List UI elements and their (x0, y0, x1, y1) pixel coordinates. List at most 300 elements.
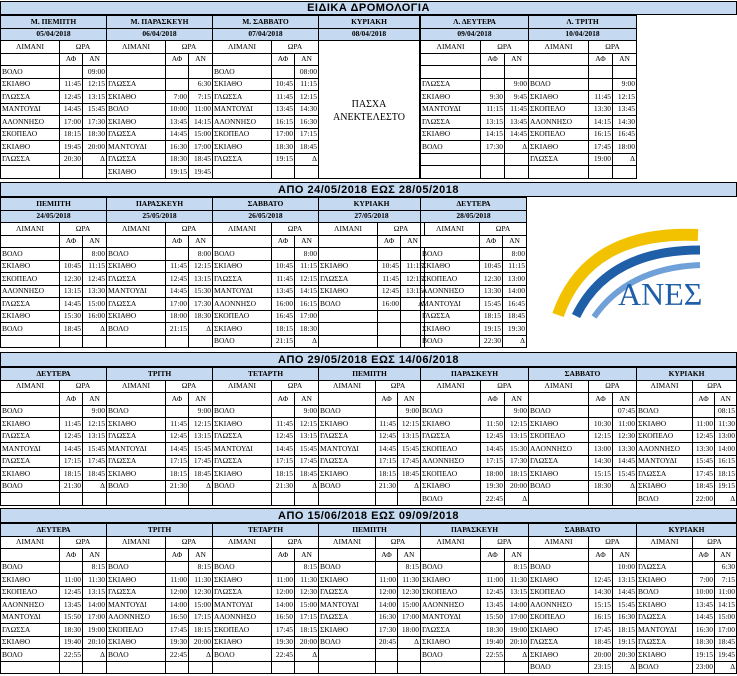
port-cell: ΣΚΙΑΘΟ (1, 636, 60, 649)
dep-time-cell: 10:00 (693, 586, 715, 599)
day-date: 10/04/2018 (529, 28, 637, 41)
day-table (420, 197, 527, 348)
arr-time-cell: 16:00 (83, 310, 107, 323)
table-row (1, 443, 107, 456)
table-row (1, 310, 107, 323)
arr-time-cell: 15:45 (398, 443, 421, 456)
day-table (212, 197, 319, 348)
arr-time-cell (83, 335, 107, 348)
date-row (213, 210, 319, 223)
port-cell: ΓΛΩΣΣΑ (1, 430, 60, 443)
dep-header: ΑΦ (589, 53, 613, 66)
date-row (529, 28, 637, 41)
arr-time-cell: 11:15 (401, 260, 425, 273)
port-cell: ΒΟΛΟ (213, 649, 272, 662)
arr-time-cell: Δ (505, 141, 529, 154)
port-cell: ΒΟΛΟ (213, 335, 272, 348)
dep-time-cell (481, 561, 505, 574)
port-cell: ΒΟΛΟ (421, 335, 480, 348)
dep-time-cell: 18:15 (166, 468, 189, 481)
port-cell: ΣΚΙΑΘΟ (213, 574, 272, 587)
port-cell: ΣΚΙΑΘΟ (421, 260, 480, 273)
time-header: ΩΡΑ (480, 223, 527, 236)
port-cell: ΑΛΟΝΝΗΣΟ (421, 455, 481, 468)
port-cell (107, 661, 166, 674)
table-row (421, 91, 529, 104)
arr-time-cell: 20:00 (505, 480, 529, 493)
dep-time-cell: 16:00 (272, 298, 295, 311)
arr-time-cell: 6:30 (189, 78, 213, 91)
day-header-row (1, 524, 107, 537)
dep-time-cell: 12:45 (589, 574, 613, 587)
table-row (421, 443, 529, 456)
port-cell: ΣΚΙΑΘΟ (1, 468, 60, 481)
port-cell (107, 493, 166, 506)
table-row (213, 103, 319, 116)
port-cell: ΣΚΙΑΘΟ (637, 480, 693, 493)
port-cell: ΣΚΙΑΘΟ (107, 636, 166, 649)
table-row (1, 166, 107, 179)
date-row (319, 210, 425, 223)
dep-header: ΑΦ (589, 549, 613, 562)
table-row (319, 480, 421, 493)
arr-time-cell: 9:00 (398, 405, 421, 418)
arr-time-cell: 8:15 (398, 561, 421, 574)
day-name: Μ. ΠΑΡΑΣΚΕΥΗ (107, 16, 213, 29)
column-header-row (213, 536, 319, 549)
day-table (106, 197, 213, 348)
port-cell: ΣΚΙΑΘΟ (213, 260, 272, 273)
port-cell (421, 166, 481, 179)
arr-time-cell: 12:15 (295, 91, 319, 104)
port-cell: ΓΛΩΣΣΑ (213, 455, 272, 468)
table-row (421, 480, 529, 493)
arr-time-cell: 15:00 (295, 599, 319, 612)
dep-time-cell: 12:15 (589, 430, 613, 443)
arr-time-cell: 17:00 (83, 611, 107, 624)
dep-time-cell: 13:45 (272, 285, 295, 298)
dep-header: ΑΦ (166, 549, 189, 562)
table-row (421, 66, 529, 79)
day-date: 05/04/2018 (1, 28, 107, 41)
dep-header: ΑΦ (272, 549, 295, 562)
port-cell: ΓΛΩΣΣΑ (107, 586, 166, 599)
arr-time-cell: 13:15 (505, 586, 529, 599)
table-row (637, 561, 737, 574)
arr-time-cell: 8:15 (189, 561, 213, 574)
table-row (421, 128, 529, 141)
port-cell: ΣΚΙΑΘΟ (1, 310, 60, 323)
blank-cell (1, 549, 60, 562)
arr-time-cell: 18:45 (503, 310, 527, 323)
port-cell: ΒΟΛΟ (107, 561, 166, 574)
subheader-row (529, 549, 637, 562)
dep-time-cell (272, 405, 295, 418)
arr-time-cell: 18:45 (715, 636, 737, 649)
table-row (529, 624, 637, 637)
table-row (213, 310, 319, 323)
arr-time-cell: 13:45 (613, 103, 637, 116)
arr-time-cell: 10:00 (613, 561, 637, 574)
dep-time-cell (166, 661, 189, 674)
table-row (421, 624, 529, 637)
port-header: ΛΙΜΑΝΙ (319, 380, 376, 393)
table-row (319, 468, 421, 481)
arr-time-cell: 12:30 (295, 586, 319, 599)
arr-time-cell: 13:30 (613, 443, 637, 456)
arr-time-cell: 9:00 (189, 405, 213, 418)
port-cell: ΓΛΩΣΣΑ (107, 128, 166, 141)
day-table (420, 15, 529, 179)
arr-time-cell: 14:45 (613, 455, 637, 468)
arr-time-cell (505, 166, 529, 179)
table-row (107, 455, 213, 468)
dep-time-cell: 19:30 (481, 480, 505, 493)
day-table (0, 367, 107, 506)
port-cell (319, 661, 376, 674)
table-row (529, 103, 637, 116)
day-date: 28/05/2018 (421, 210, 527, 223)
port-cell: ΜΑΝΤΟΥΔΙ (213, 443, 272, 456)
port-cell (421, 661, 481, 674)
dep-time-cell: 18:15 (480, 310, 503, 323)
arr-time-cell: 13:15 (401, 285, 425, 298)
table-row (107, 468, 213, 481)
port-cell: ΑΛΟΝΝΗΣΟ (213, 298, 272, 311)
arr-time-cell: 14:30 (295, 103, 319, 116)
arr-header: ΑΝ (83, 235, 107, 248)
date-row (1, 28, 107, 41)
time-header: ΩΡΑ (60, 223, 107, 236)
table-row (1, 323, 107, 336)
arr-header: ΑΝ (83, 549, 107, 562)
arr-time-cell (295, 166, 319, 179)
table-row (213, 285, 319, 298)
table-row (421, 141, 529, 154)
day-table (212, 367, 319, 506)
arr-time-cell: 15:00 (83, 298, 107, 311)
dep-time-cell: 12:45 (60, 91, 83, 104)
port-cell: ΣΚΟΠΕΛΟ (529, 586, 589, 599)
table-row (637, 586, 737, 599)
table-row (213, 141, 319, 154)
dep-time-cell: 19:15 (693, 649, 715, 662)
arr-time-cell: 12:45 (83, 273, 107, 286)
port-header: ΛΙΜΑΝΙ (529, 536, 589, 549)
dep-time-cell (60, 405, 83, 418)
dep-time-cell (378, 310, 401, 323)
table-row (107, 335, 213, 348)
arr-time-cell: 11:30 (189, 574, 213, 587)
dep-time-cell: 13:30 (589, 103, 613, 116)
dep-time-cell (60, 335, 83, 348)
dep-time-cell: 16:50 (166, 611, 189, 624)
dep-time-cell: 21:30 (60, 480, 83, 493)
arr-time-cell: 17:00 (505, 611, 529, 624)
dep-time-cell: 7:00 (166, 91, 189, 104)
port-cell: ΒΟΛΟ (637, 586, 693, 599)
table-row (529, 166, 637, 179)
arr-time-cell: 20:00 (83, 141, 107, 154)
column-header-row (319, 380, 421, 393)
port-cell: ΒΟΛΟ (319, 298, 378, 311)
dep-time-cell (481, 405, 505, 418)
port-cell: ΣΚΟΠΕΛΟ (529, 128, 589, 141)
subheader-row (107, 549, 213, 562)
blank-cell (1, 393, 60, 406)
title-period3: ΑΠΟ 15/06/2018 ΕΩΣ 09/09/2018 (0, 508, 737, 523)
arr-time-cell: 18:15 (505, 468, 529, 481)
port-cell: ΣΚΙΑΘΟ (107, 418, 166, 431)
column-header-row (213, 41, 319, 54)
port-cell: ΒΟΛΟ (319, 405, 376, 418)
arr-header: ΑΝ (189, 549, 213, 562)
port-cell: ΣΚΙΑΘΟ (421, 323, 480, 336)
arr-header: ΑΝ (398, 393, 421, 406)
dep-time-cell: 19:00 (589, 153, 613, 166)
dep-time-cell (166, 78, 189, 91)
day-name: ΣΑΒΒΑΤΟ (529, 368, 637, 381)
table-row (319, 649, 421, 662)
arr-time-cell: 15:00 (715, 611, 737, 624)
dep-time-cell: 11:45 (166, 260, 189, 273)
table-row (213, 248, 319, 261)
arr-time-cell (189, 335, 213, 348)
table-row (319, 418, 421, 431)
dep-time-cell: 17:15 (376, 455, 398, 468)
dep-time-cell (166, 335, 189, 348)
dep-time-cell: 14:00 (166, 599, 189, 612)
port-cell: ΣΚΙΑΘΟ (421, 128, 481, 141)
table-row (107, 405, 213, 418)
dep-header: ΑΦ (589, 393, 613, 406)
arr-time-cell: 11:00 (613, 418, 637, 431)
dep-header: ΑΦ (60, 53, 83, 66)
dep-time-cell (589, 405, 613, 418)
column-header-row (637, 380, 737, 393)
day-header-row (107, 524, 213, 537)
dep-time-cell: 21:30 (376, 480, 398, 493)
table-row (213, 78, 319, 91)
arr-time-cell: 19:00 (83, 624, 107, 637)
dep-header: ΑΦ (166, 53, 189, 66)
port-cell: ΓΛΩΣΣΑ (1, 298, 60, 311)
table-row (1, 649, 107, 662)
port-cell: ΓΛΩΣΣΑ (213, 273, 272, 286)
arr-header: ΑΝ (295, 53, 319, 66)
column-header-row (107, 41, 213, 54)
port-cell (319, 248, 378, 261)
dep-time-cell (693, 561, 715, 574)
arr-time-cell: 15:00 (189, 599, 213, 612)
table-row (107, 624, 213, 637)
arr-header: ΑΝ (189, 235, 213, 248)
port-cell: ΜΑΝΤΟΥΔΙ (213, 599, 272, 612)
table-row (637, 480, 737, 493)
table-row (529, 611, 637, 624)
table-row (637, 418, 737, 431)
day-header-row (319, 524, 421, 537)
table-row (213, 480, 319, 493)
column-header-row (421, 380, 529, 393)
table-row (107, 116, 213, 129)
port-cell: ΣΚΙΑΘΟ (529, 649, 589, 662)
table-row (529, 443, 637, 456)
day-table (0, 15, 107, 179)
dep-header: ΑΦ (480, 235, 503, 248)
blank-cell (637, 549, 693, 562)
day-name: ΠΑΡΑΣΚΕΥΗ (421, 524, 529, 537)
table-row (319, 260, 425, 273)
port-cell (529, 66, 589, 79)
arr-time-cell: Δ (295, 480, 319, 493)
arr-time-cell: 13:30 (83, 285, 107, 298)
arr-time-cell: 12:30 (189, 586, 213, 599)
blank-cell (107, 53, 166, 66)
port-cell: ΓΛΩΣΣΑ (213, 430, 272, 443)
table-row (421, 611, 529, 624)
arr-time-cell: 19:15 (613, 636, 637, 649)
table-row (421, 455, 529, 468)
port-cell: ΜΑΝΤΟΥΔΙ (637, 455, 693, 468)
date-row (319, 28, 420, 41)
table-row (1, 574, 107, 587)
dep-header: ΑΦ (272, 235, 295, 248)
dep-time-cell: 15:15 (589, 468, 613, 481)
dep-time-cell: 22:45 (166, 649, 189, 662)
port-cell: ΒΟΛΟ (421, 141, 481, 154)
arr-time-cell: 9:00 (613, 78, 637, 91)
dep-time-cell: 12:00 (376, 586, 398, 599)
table-row (529, 468, 637, 481)
dep-time-cell: 22:55 (481, 649, 505, 662)
arr-time-cell: Δ (613, 480, 637, 493)
port-cell: ΣΚΟΠΕΛΟ (1, 128, 60, 141)
arr-time-cell: 18:45 (189, 153, 213, 166)
table-row (1, 418, 107, 431)
port-cell: ΣΚΟΠΕΛΟ (213, 624, 272, 637)
port-cell: ΣΚΙΑΘΟ (213, 468, 272, 481)
dep-time-cell: 16:50 (272, 611, 295, 624)
table-row (107, 153, 213, 166)
arr-time-cell (295, 661, 319, 674)
arr-time-cell: 15:45 (83, 443, 107, 456)
day-header-row (107, 368, 213, 381)
subheader-row (637, 549, 737, 562)
day-header-row (107, 198, 213, 211)
table-row (213, 599, 319, 612)
table-row (107, 285, 213, 298)
column-header-row (213, 380, 319, 393)
port-cell: ΓΛΩΣΣΑ (1, 624, 60, 637)
port-cell: ΣΚΙΑΘΟ (213, 141, 272, 154)
arr-time-cell: Δ (83, 153, 107, 166)
arr-time-cell: 14:00 (505, 599, 529, 612)
dep-time-cell: 13:45 (60, 599, 83, 612)
arr-time-cell: 11:00 (715, 586, 737, 599)
dep-time-cell: 15:30 (60, 310, 83, 323)
subheader-row (529, 393, 637, 406)
day-table (106, 15, 213, 179)
arr-header: ΑΝ (401, 235, 425, 248)
dep-time-cell: 11:00 (481, 574, 505, 587)
port-cell: ΓΛΩΣΣΑ (637, 561, 693, 574)
table-row (319, 323, 425, 336)
table-row (107, 273, 213, 286)
table-row (421, 636, 529, 649)
port-header: ΛΙΜΑΝΙ (107, 41, 166, 54)
arr-time-cell: Δ (189, 480, 213, 493)
port-header: ΛΙΜΑΝΙ (107, 536, 166, 549)
dep-time-cell: 18:00 (166, 310, 189, 323)
column-header-row (421, 536, 529, 549)
dep-time-cell: 18:15 (60, 128, 83, 141)
table-row (213, 418, 319, 431)
table-row (213, 468, 319, 481)
arr-time-cell (505, 661, 529, 674)
arr-time-cell: 15:30 (189, 285, 213, 298)
arr-time-cell: 11:30 (398, 574, 421, 587)
title-special: ΕΙΔΙΚΑ ΔΡΟΜΟΛΟΓΙΑ (0, 1, 737, 15)
port-cell (529, 493, 589, 506)
table-row (1, 430, 107, 443)
port-cell: ΣΚΟΠΕΛΟ (529, 430, 589, 443)
dep-time-cell: 19:40 (481, 636, 505, 649)
arr-time-cell: 18:30 (295, 323, 319, 336)
port-header: ΛΙΜΑΝΙ (1, 223, 60, 236)
arr-time-cell: 17:45 (398, 455, 421, 468)
arr-time-cell (613, 493, 637, 506)
blank-cell (1, 53, 60, 66)
table-row (213, 128, 319, 141)
dep-time-cell: 18:30 (60, 624, 83, 637)
port-cell: ΑΛΟΝΝΗΣΟ (213, 611, 272, 624)
port-cell: ΑΛΟΝΝΗΣΟ (529, 443, 589, 456)
arr-time-cell (83, 493, 107, 506)
port-cell: ΒΟΛΟ (107, 405, 166, 418)
dep-time-cell: 10:45 (272, 78, 295, 91)
day-header-row (421, 16, 529, 29)
port-cell: ΣΚΟΠΕΛΟ (421, 468, 481, 481)
day-table (0, 523, 107, 674)
port-header: ΛΙΜΑΝΙ (529, 380, 589, 393)
dep-time-cell: 21:30 (272, 480, 295, 493)
table-row (421, 166, 529, 179)
day-table (318, 367, 421, 506)
arr-time-cell: 9:00 (295, 405, 319, 418)
dep-time-cell (272, 166, 295, 179)
day-header-row (107, 16, 213, 29)
port-cell: ΣΚΙΑΘΟ (421, 636, 481, 649)
dep-time-cell: 12:45 (60, 430, 83, 443)
subheader-row (319, 549, 421, 562)
dep-time-cell (589, 166, 613, 179)
port-cell: ΣΚΙΑΘΟ (1, 260, 60, 273)
table-row (319, 624, 421, 637)
arr-time-cell: 14:15 (295, 285, 319, 298)
dep-time-cell: 18:30 (272, 141, 295, 154)
port-cell: ΒΟΛΟ (421, 649, 481, 662)
arr-time-cell: 14:00 (83, 599, 107, 612)
port-cell: ΓΛΩΣΣΑ (213, 153, 272, 166)
arr-time-cell: 16:45 (613, 128, 637, 141)
port-cell: ΣΚΙΑΘΟ (529, 468, 589, 481)
port-cell: ΓΛΩΣΣΑ (421, 78, 481, 91)
port-cell: ΜΑΝΤΟΥΔΙ (421, 298, 480, 311)
port-cell: ΒΟΛΟ (319, 480, 376, 493)
arr-time-cell: Δ (398, 636, 421, 649)
dep-time-cell: 19:30 (166, 636, 189, 649)
